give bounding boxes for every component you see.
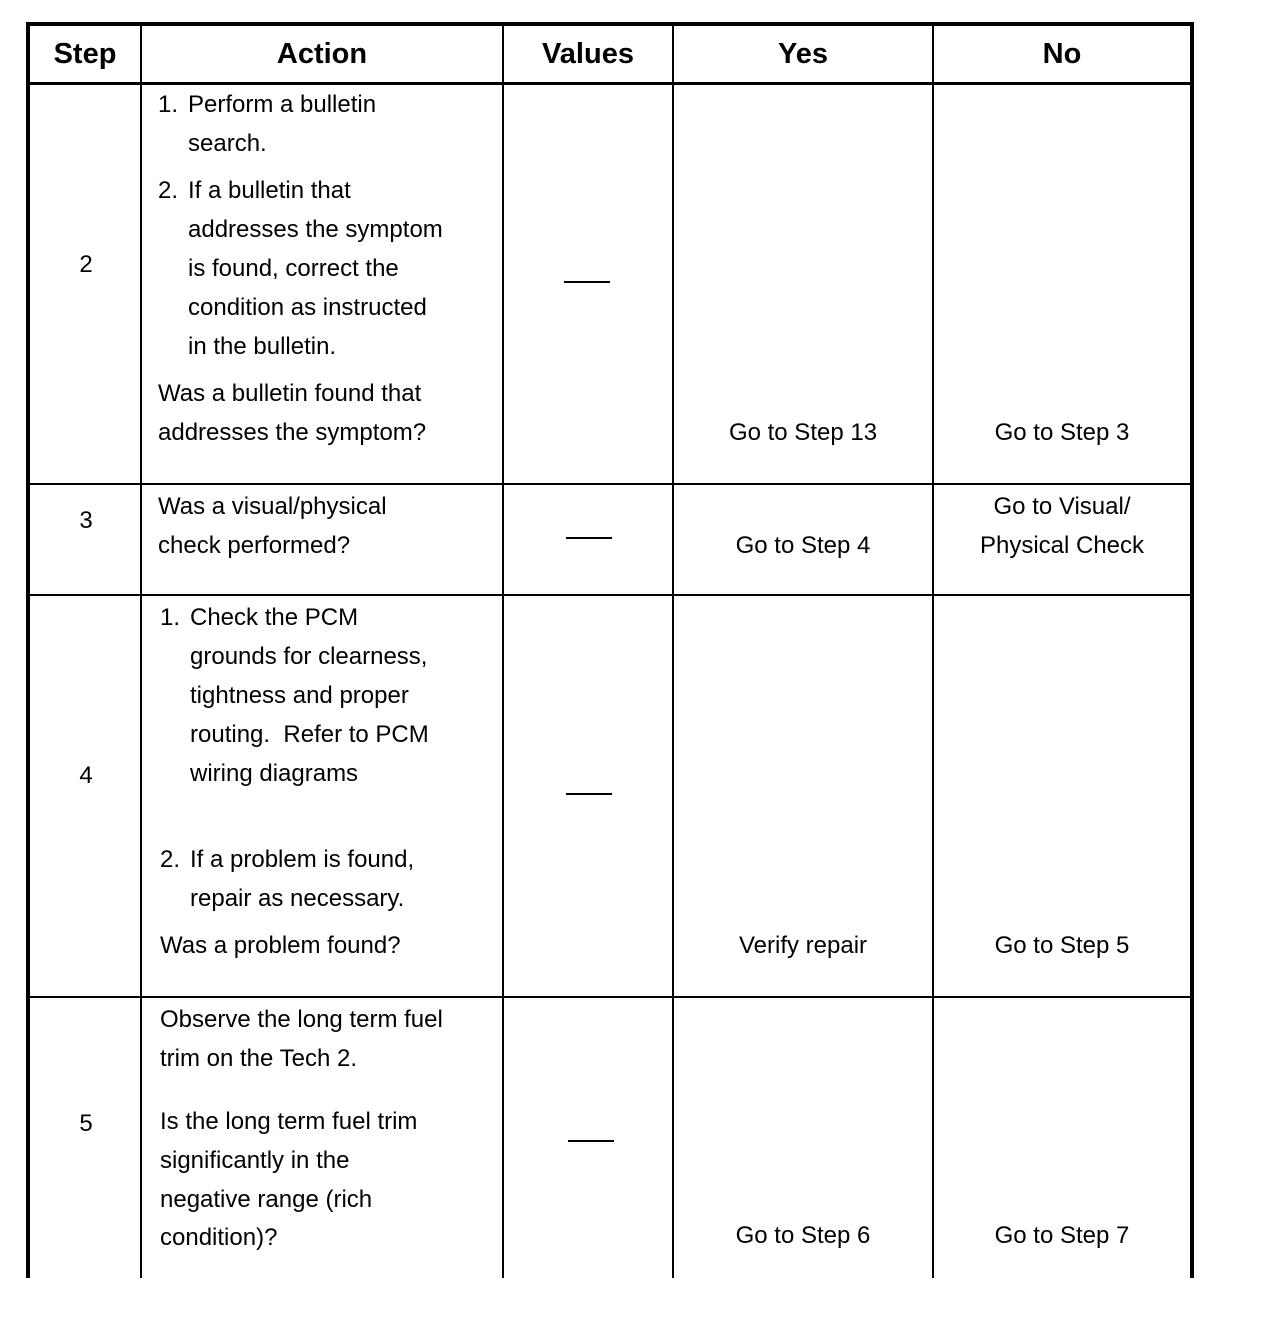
step-number: 3 <box>79 507 93 534</box>
table-row-step-5 <box>30 998 1190 1278</box>
header-no: No <box>1042 37 1082 70</box>
action-question: significantly in the <box>160 1147 350 1174</box>
action-text: condition as instructed <box>188 294 427 321</box>
header-action: Action <box>276 37 368 70</box>
table-header-row <box>30 26 1190 85</box>
list-number: 1. <box>158 91 179 118</box>
action-question: check performed? <box>158 532 351 559</box>
no-result: Go to Step 5 <box>994 932 1130 959</box>
action-question: addresses the symptom? <box>158 419 427 446</box>
value-dash <box>564 281 610 283</box>
action-text: addresses the symptom <box>188 216 443 243</box>
action-question: negative range (rich <box>160 1186 373 1213</box>
yes-result: Go to Step 4 <box>735 532 871 559</box>
action-text: Perform a bulletin <box>188 91 377 118</box>
action-text: If a problem is found, <box>190 846 415 873</box>
action-text: routing. Refer to PCM <box>190 721 429 748</box>
table-row-step-4 <box>30 596 1190 998</box>
list-number: 2. <box>160 846 181 873</box>
no-result: Physical Check <box>979 532 1145 559</box>
action-text: search. <box>188 130 267 157</box>
diagnostic-table <box>26 22 1194 1278</box>
value-dash <box>568 1140 614 1142</box>
action-text: If a bulletin that <box>188 177 351 204</box>
table-row-step-3 <box>30 485 1190 596</box>
action-text: wiring diagrams <box>190 760 359 787</box>
header-values: Values <box>542 37 634 70</box>
yes-result: Verify repair <box>738 932 868 959</box>
action-text: grounds for clearness, <box>190 643 428 670</box>
action-text: is found, correct the <box>188 255 399 282</box>
action-question: Was a problem found? <box>160 932 401 959</box>
yes-result: Go to Step 6 <box>735 1222 871 1249</box>
value-dash <box>566 793 612 795</box>
action-text: in the bulletin. <box>188 333 337 360</box>
step-number: 4 <box>79 762 93 789</box>
header-step: Step <box>53 37 117 70</box>
action-question: condition)? <box>160 1224 278 1251</box>
action-question: Was a visual/physical <box>158 493 387 520</box>
action-text: Check the PCM <box>190 604 359 631</box>
table-row-step-2 <box>30 85 1190 485</box>
action-question: Was a bulletin found that <box>158 380 422 407</box>
action-text: Observe the long term fuel <box>160 1006 443 1033</box>
value-dash <box>566 537 612 539</box>
no-result: Go to Visual/ <box>993 493 1131 520</box>
list-number: 2. <box>158 177 179 204</box>
no-result: Go to Step 7 <box>994 1222 1130 1249</box>
step-number: 5 <box>79 1110 93 1137</box>
yes-result: Go to Step 13 <box>728 419 878 446</box>
header-yes: Yes <box>778 37 828 70</box>
action-text: trim on the Tech 2. <box>160 1045 357 1072</box>
list-number: 1. <box>160 604 181 631</box>
action-text: repair as necessary. <box>190 885 405 912</box>
step-number: 2 <box>79 251 93 278</box>
action-text: tightness and proper <box>190 682 409 709</box>
no-result: Go to Step 3 <box>994 419 1130 446</box>
action-question: Is the long term fuel trim <box>160 1108 418 1135</box>
